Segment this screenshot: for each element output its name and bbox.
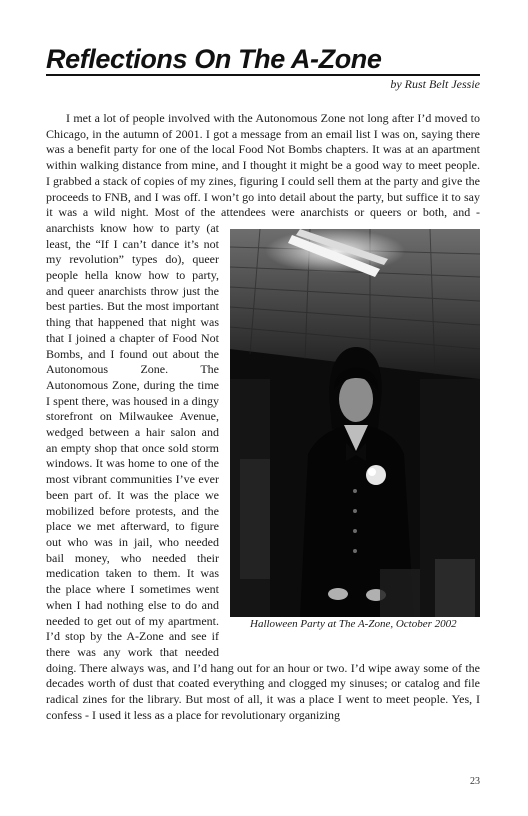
title-rule <box>46 74 480 76</box>
figure-wrapper <box>219 229 480 649</box>
photo-figure <box>230 229 480 649</box>
article-title: Reflections On The A-Zone <box>46 44 382 74</box>
halloween-party-photo <box>230 229 480 617</box>
photo-caption: Halloween Party at The A-Zone, October 2002 <box>250 618 457 630</box>
article-byline: by Rust Belt Jessie <box>390 77 480 91</box>
page-number: 23 <box>470 776 480 787</box>
article-paragraph: I met a lot of people involved with the Autonomous Zone not long after I’d moved to Chicago, in the autumn of 2001. I got a message from an email list I was on, saying there was a benefit party for one of the local Food Not Bombs chapters. It was at an apartment within walking distance from mine, and I thought it might be a good way to meet people. I grabbed a stack of copies of my zines, figuring I could sell them at the party and give the proceeds to FNB, and I was off. I won’t go into detail about the party, but suffice it to say it was a wild night. Most of the attendees were anarchists or queers or both, and - anarchists know how to party (at least, the “If I can’t dance it’s not my revolution” types do), queer people hella know how to party, and queer anarchists throw just the best parties. But the most important thing that happened that night was that I joined a chapter of Food Not Bombs, and I found out about the Autonomous Zone. The Autonomous Zone, during the time I spent there, was housed in a dingy storefront on Milwaukee Avenue, wedged between a hair salon and an empty shop that once sold storm windows. It was home to one of the most vibrant communities I’ve ever been part of. It was the place we mobilized before protests, and the place we met afterward, to figure out who was in jail, who needed bail money, who needed their medication taken to them. It was the place where I sometimes went when I had nothing else to do and needed to get out of my apartment. I’d stop by the A-Zone and see if there was any work that needed doing. There always was, and I’d hang out for an hour or two. I’d wipe away some of the decades worth of dust that coated everything and clogged my sinuses; or catalog and file radical zines for the library. But most of all, it was a place I went to meet people. Yes, I confess - I used it less as a place for revolutionary organizing <box>46 111 480 722</box>
article-body <box>46 111 480 781</box>
